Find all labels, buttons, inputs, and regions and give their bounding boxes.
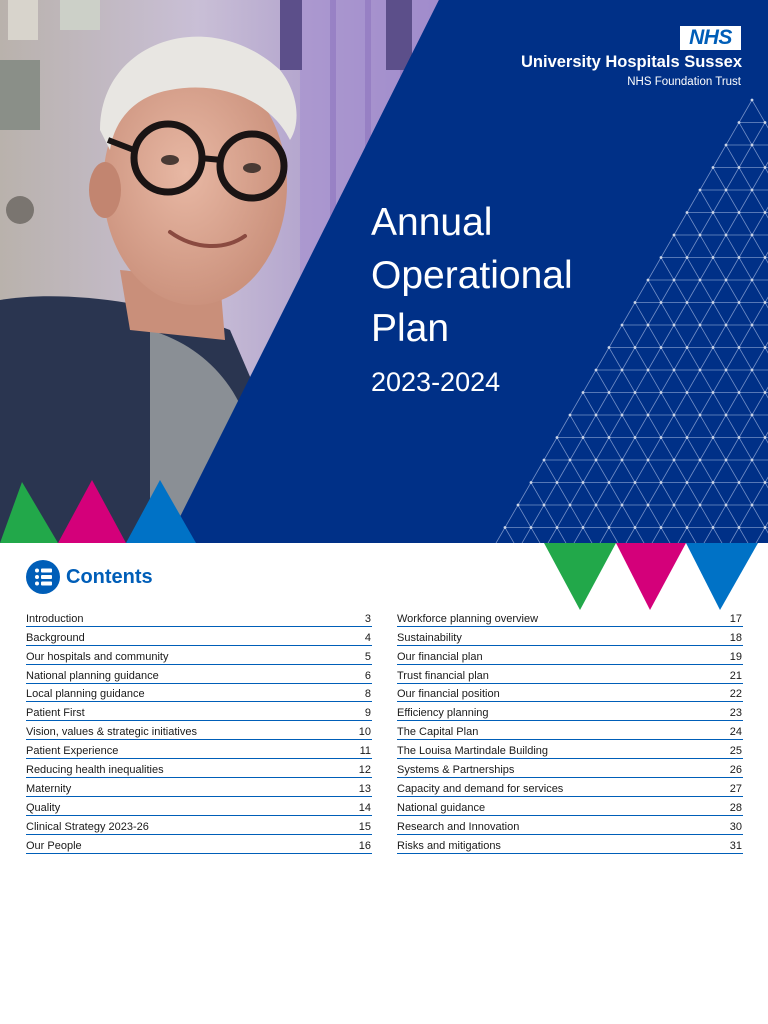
page-title [371, 196, 573, 355]
toc-entry-label: Clinical Strategy 2023-26 [26, 820, 149, 833]
toc-entry-label: Quality [26, 801, 61, 814]
toc-entry[interactable] [397, 608, 743, 627]
toc-entry-page: 15 [358, 820, 371, 833]
toc-entry[interactable] [26, 702, 372, 721]
toc-entry-page: 9 [364, 707, 371, 720]
toc-entry-page: 31 [729, 839, 742, 852]
toc-entry[interactable] [26, 759, 372, 778]
toc-entry-label: Trust financial plan [397, 669, 489, 682]
toc-entry-label: Local planning guidance [26, 688, 145, 701]
toc-entry[interactable] [397, 759, 743, 778]
toc-entry-page: 10 [358, 726, 371, 739]
toc-entry-label: Introduction [26, 612, 84, 625]
toc-entry-label: Our financial position [397, 688, 500, 701]
toc-entry-label: The Louisa Martindale Building [397, 745, 549, 758]
toc-entry-label: Sustainability [397, 631, 462, 644]
contents-title: Contents [66, 565, 153, 588]
toc-entry-page: 19 [729, 650, 742, 663]
toc-entry-page: 18 [729, 631, 742, 644]
toc-entry[interactable] [397, 646, 743, 665]
toc-entry-label: Our hospitals and community [26, 650, 169, 663]
toc-entry[interactable] [397, 684, 743, 703]
green-triangle [544, 543, 616, 610]
list-icon [26, 560, 60, 594]
toc-entry-page: 12 [358, 764, 371, 777]
toc-entry[interactable] [397, 721, 743, 740]
toc-entry-page: 27 [729, 782, 742, 795]
trust-name: University Hospitals Sussex [520, 53, 742, 71]
toc-entry[interactable] [397, 665, 743, 684]
title-line: Annual [371, 201, 493, 244]
toc-entry-page: 11 [359, 745, 371, 758]
toc-entry-label: Efficiency planning [397, 707, 489, 720]
toc-entry-page: 21 [729, 669, 742, 682]
toc-entry-label: Background [26, 631, 85, 644]
toc-entry-label: Our People [26, 839, 82, 852]
toc-entry-page: 22 [729, 688, 742, 701]
blue-triangle [686, 543, 758, 610]
toc-right-column [397, 608, 743, 854]
toc-entry-page: 8 [364, 688, 371, 701]
toc-entry-page: 16 [358, 839, 371, 852]
toc-entry-label: Workforce planning overview [397, 612, 539, 625]
toc-entry[interactable] [26, 835, 372, 854]
toc-entry[interactable] [397, 627, 743, 646]
nhs-logo: NHS [680, 26, 741, 50]
toc-entry[interactable] [397, 797, 743, 816]
toc-entry-page: 14 [358, 801, 371, 814]
toc-entry-page: 17 [729, 612, 742, 625]
toc-entry-page: 24 [729, 726, 742, 739]
toc-entry-page: 3 [364, 612, 371, 625]
toc-entry[interactable] [26, 816, 372, 835]
toc-entry-label: Capacity and demand for services [397, 782, 564, 795]
toc-entry-page: 23 [729, 707, 742, 720]
toc-entry-label: Systems & Partnerships [397, 764, 515, 777]
toc-entry-page: 25 [729, 745, 742, 758]
title-line: Plan [371, 307, 450, 350]
toc-entry-page: 13 [358, 782, 371, 795]
toc-entry-page: 6 [364, 669, 371, 682]
toc-entry-label: Our financial plan [397, 650, 483, 663]
toc-entry[interactable] [397, 835, 743, 854]
toc-entry-page: 28 [729, 801, 742, 814]
toc-entry[interactable] [26, 646, 372, 665]
toc-entry-label: The Capital Plan [397, 726, 479, 739]
toc-entry[interactable] [26, 740, 372, 759]
toc-entry[interactable] [26, 665, 372, 684]
toc-entry-label: Patient Experience [26, 745, 119, 758]
toc-entry[interactable] [26, 684, 372, 703]
toc-entry[interactable] [26, 778, 372, 797]
toc-entry-label: National guidance [397, 801, 486, 814]
toc-entry-label: Vision, values & strategic initiatives [26, 726, 197, 739]
toc-entry-page: 4 [364, 631, 371, 644]
title-line: Operational [371, 254, 573, 297]
toc-entry[interactable] [397, 702, 743, 721]
toc-entry[interactable] [397, 740, 743, 759]
toc-entry-label: Patient First [26, 707, 85, 720]
toc-entry[interactable] [26, 721, 372, 740]
toc-entry-label: Maternity [26, 782, 72, 795]
toc-entry[interactable] [26, 608, 372, 627]
toc-entry-label: Risks and mitigations [397, 839, 501, 852]
trust-subtitle: NHS Foundation Trust [627, 76, 741, 88]
toc-entry-page: 26 [729, 764, 742, 777]
toc-entry-label: Reducing health inequalities [26, 764, 164, 777]
toc-entry-label: National planning guidance [26, 669, 159, 682]
toc-left-column [26, 608, 372, 854]
toc-entry[interactable] [26, 797, 372, 816]
contents-heading [26, 560, 153, 594]
toc-entry[interactable] [397, 778, 743, 797]
toc-entry-page: 5 [364, 650, 371, 663]
pink-triangle [616, 543, 686, 610]
toc-entry[interactable] [26, 627, 372, 646]
toc-entry-page: 30 [729, 820, 742, 833]
toc-entry-label: Research and Innovation [397, 820, 520, 833]
plan-year: 2023-2024 [371, 367, 501, 397]
toc-entry[interactable] [397, 816, 743, 835]
